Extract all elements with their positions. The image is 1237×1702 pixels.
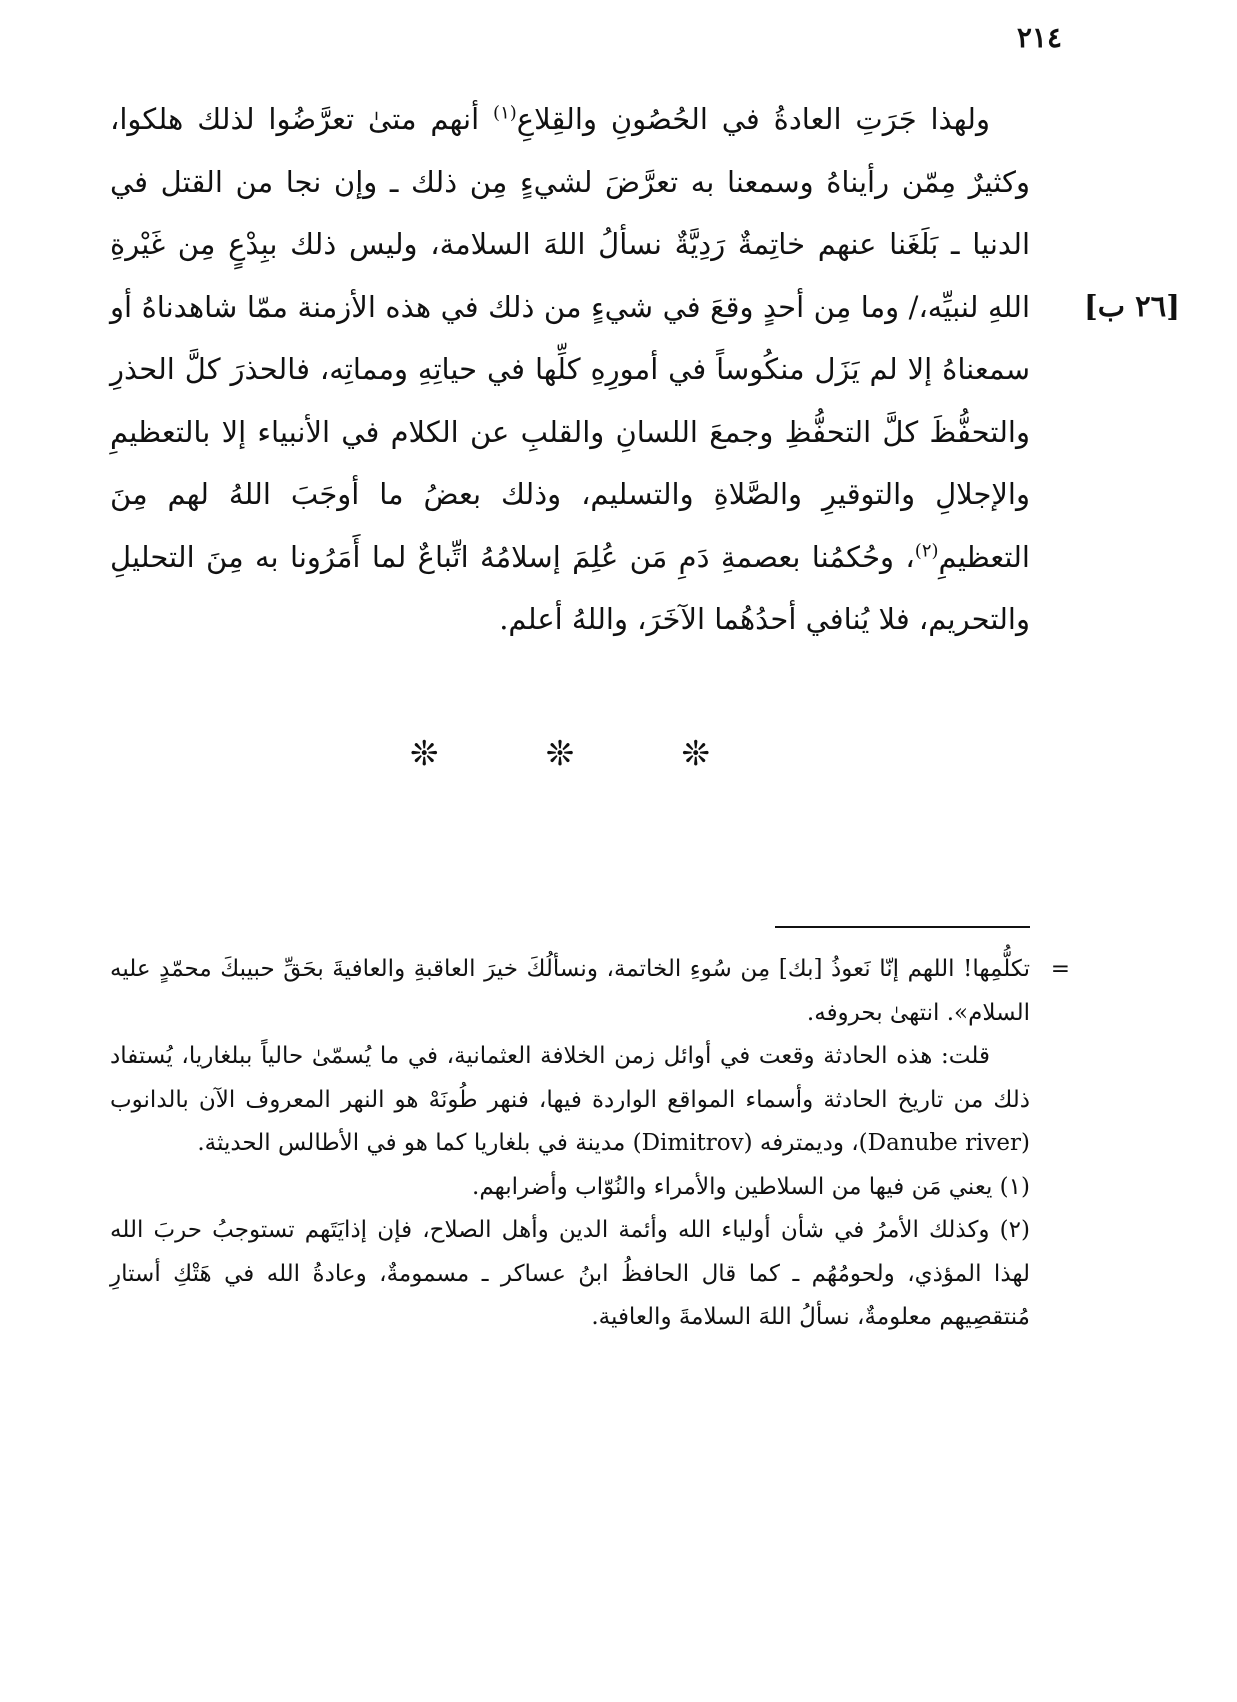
manuscript-folio-marker: [٢٦ ب]: [1083, 289, 1180, 323]
section-separator: [410, 734, 710, 774]
footnotes-section: [110, 948, 1070, 1340]
footnote-1: [110, 1166, 1030, 1210]
body-text-part-3: ، وحُكمُنا بعصمةِ دَمِ مَن عُلِمَ إسلامُهُ اتِّباعٌ لما أَمَرُونا به مِنَ التحليلِ والتحريم، فلا يُنافي أحدُهُما الآخَرَ، واللهُ أعلم.: [110, 539, 1030, 636]
footnote-continued: [110, 948, 1070, 1035]
star-ornament-icon: ❊: [681, 734, 710, 774]
page-number: ٢١٤: [1016, 21, 1062, 54]
footnote-note-paragraph: قلت: هذه الحادثة وقعت في أوائل زمن الخلافة العثمانية، في ما يُسمّىٰ حالياً ببلغاريا، يُستفاد ذلك من تاريخ الحادثة وأسماء المواقع الواردة فيها، فنهر طُونَهْ هو النهر المعروف الآن بالدانوب (Danube river)، وديمترفه (Dimitrov) مدينة في بلغاريا كما هو في الأطالس الحديثة.: [110, 1043, 1030, 1156]
footnote-continued-text: تكلُّمِها! اللهم إنّا نَعوذُ [بك] مِن سُوءِ الخاتمة، ونسألُكَ خيرَ العاقبةِ والعافيةَ بحَقِّ حبيبكَ محمّدٍ عليه السلام». انتهىٰ بحروفه.: [110, 956, 1030, 1026]
body-text-part-1: ولهذا جَرَتِ العادةُ في الحُصُونِ والقِلاعِ: [516, 102, 990, 136]
body-text-part-2: أنهم متىٰ تعرَّضُوا لذلك هلكوا، وكثيرٌ مِمّن رأيناهُ وسمعنا به تعرَّضَ لشيءٍ مِن ذلك ـ وإن نجا من القتل في الدنيا ـ بَلَغَنا عنهم خاتِمةٌ رَدِيَّةٌ نسألُ اللهَ السلامة، وليس ذلك ببِدْعٍ مِن غَيْرةِ اللهِ لنبيِّه،/ وما مِن أحدٍ وقعَ في شيءٍ من ذلك في هذه الأزمنة ممّا شاهدناهُ أو سمعناهُ إلا لم يَزَل منكُوساً في أمورِهِ كلِّها في حياتِهِ ومماتِه، فالحذرَ كلَّ الحذرِ والتحفُّظَ كلَّ التحفُّظِ وجمعَ اللسانِ والقلبِ عن الكلام في الأنبياء إلا بالتعظيمِ والإجلالِ والتوقيرِ والصَّلاةِ والتسليم، وذلك بعضُ ما أوجَبَ اللهُ لهم مِنَ التعظيمِ: [110, 102, 1031, 574]
star-ornament-icon: ❊: [545, 734, 575, 774]
footnote-ref-2[interactable]: (٢): [914, 539, 939, 561]
footnote-2-text: وكذلك الأمرُ في شأن أولياء الله وأئمة الدين وأهل الصلاح، فإن إذايَتَهم تستوجبُ حربَ الله لهذا المؤذي، ولحومُهُم ـ كما قال الحافظُ ابنُ عساكر ـ مسمومةٌ، وعادةُ الله في هَتْكِ أستارِ مُنتقصِيهم معلومةٌ، نسألُ اللهَ السلامةَ والعافية.: [110, 1217, 1030, 1330]
footnote-divider: [775, 926, 1030, 928]
body-paragraph: [110, 88, 1030, 651]
footnote-1-number: (١): [999, 1173, 1030, 1200]
footnote-1-text: يعني مَن فيها من السلاطين والأمراء والنُوّاب وأضرابهم.: [472, 1173, 1000, 1200]
footnote-2: [110, 1209, 1030, 1340]
footnote-ref-1[interactable]: (١): [493, 102, 517, 124]
footnote-2-number: (٢): [999, 1217, 1030, 1243]
main-body-text: [110, 88, 1030, 651]
star-ornament-icon: ❊: [410, 734, 439, 774]
continuation-mark: =: [1050, 956, 1070, 982]
